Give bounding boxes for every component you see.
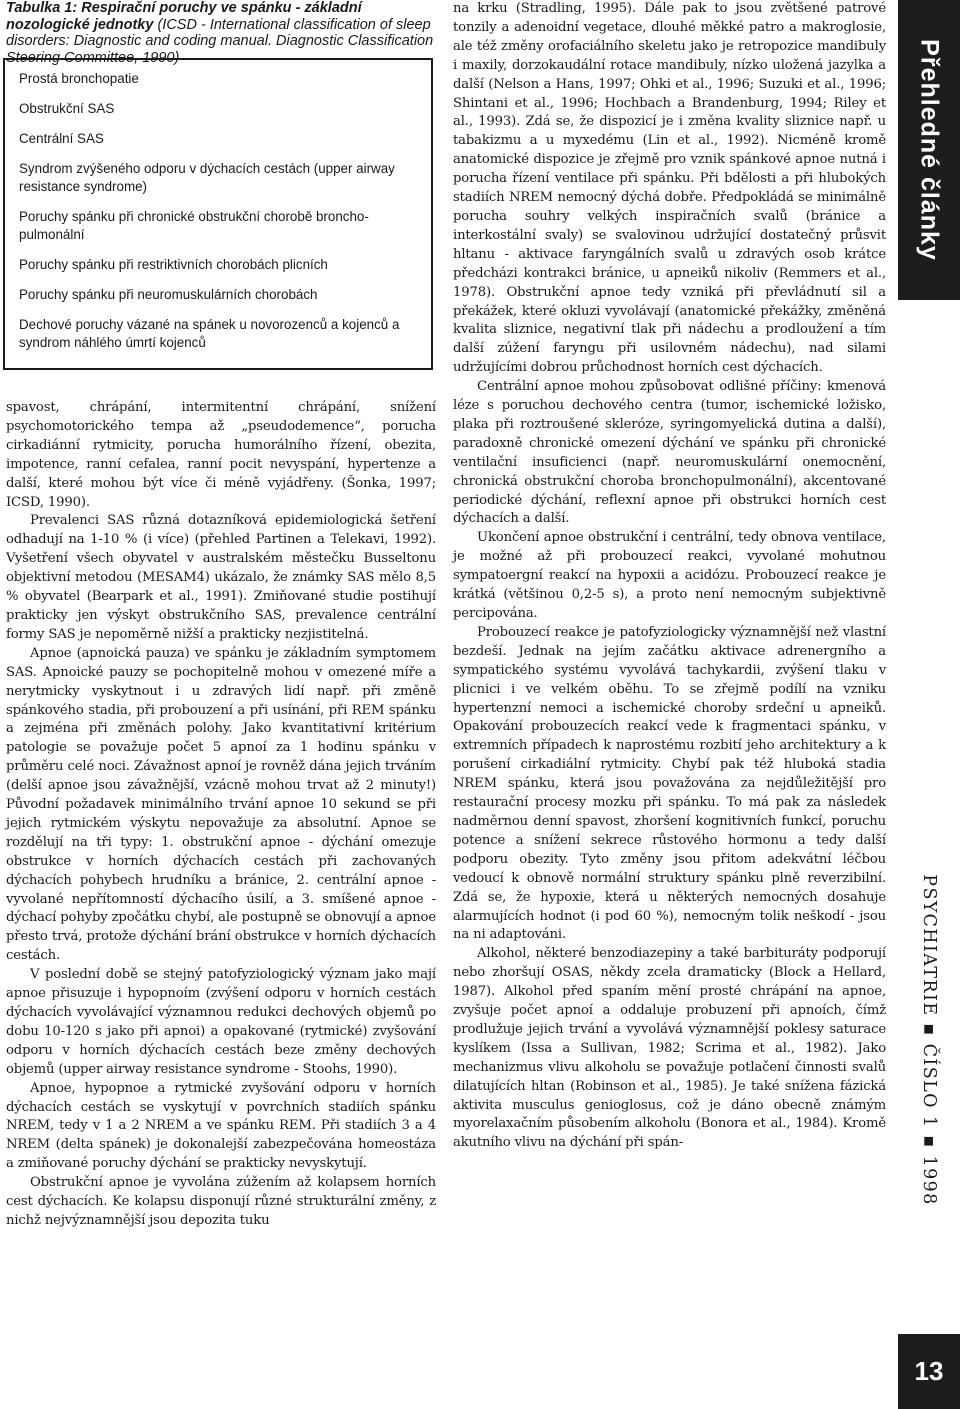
paragraph: Apnoe, hypopnoe a rytmické zvyšování odporu v horních dýchacích cestách se vyskytují v povrchních stadiích spánku NREM, tedy v 1 a 2 NREM a ve spánku REM. Při stadiích 3 a 4 NREM (delta spánek) je dokonalejší zabezpečována homeostáza a zmiňované poruchy dýchání se prakticky nevyskytují.	[6, 1080, 436, 1172]
table-row: Dechové poruchy vázané na spánek u novorozenců a kojenců a syndrom náhlého úmrtí kojenců	[19, 317, 400, 350]
table-caption	[6, 0, 442, 66]
table-row: Poruchy spánku při neuromuskulárních chorobách	[19, 287, 318, 302]
table-caption-label: Tabulka 1:	[6, 0, 78, 16]
paragraph: Apnoe (apnoická pauza) ve spánku je základním symptomem SAS. Apnoické pauzy se pochopitelně mohou v omezené míře a nerytmicky vyskytnout i u zdravých lidí např. při změně spánkového stadia, při probouzení a při usínání, při REM spánku a zejména při změnách polohy. Jako kvantitativní kritérium patologie se považuje počet 5 apnoí za 1 hodinu spánku v průměru celé noci. Závažnost apnoí je rovněž dána jejich trváním (delší apnoe jsou závažnější, vzácně mohou trvat až 2 minuty!) Původní požadavek minimálního trvání apnoe 10 sekund se při jejich rytmickém výskytu nepovažuje za absolutní. Apnoe se rozdělují na tři typy: 1. obstrukční apnoe - dýchání omezuje obstrukce v horních dýchacích cestách při zachovaných dýchacích pohybech hrudníku a bránice, 2. centrální apnoe - vyvolané nepřítomností dýchacího úsilí, a 3. smíšené apnoe - dýchací pohyby zpočátku chybí, ale postupně se obnovují a apnoe přesto trvá, protože dýchání brání obstrukce v horních dýchacích cestách.	[6, 645, 436, 964]
paragraph: spavost, chrápání, intermitentní chrápání, snížení psychomotorického tempa až „pseudodemence“, porucha cirkadiánní rytmicity, porucha humorálního řízení, obezita, impotence, ranní cefalea, ranní pocit nevyspání, hypertenze a další, které mohou být více či méně vyjádřeny. (Šonka, 1997; ICSD, 1990).	[6, 400, 436, 510]
table-row: Poruchy spánku při restriktivních chorobách plicních	[19, 257, 328, 272]
table-caption-title: Respirační poruchy ve spánku - základní nozologické jednotky	[6, 0, 362, 33]
section-tab	[898, 0, 960, 300]
page-number: 13	[898, 1334, 960, 1409]
paragraph: Probouzecí reakce je patofyziologicky významnější než vlastní bezdeší. Jednak na jejím začátku aktivace adrenergního a sympatického systému vyvolává tachykardii, zvýšení tlaku v plicnici i ve velkém oběhu. To se zřejmě podílí na vzniku hypertenzní nemoci a ischemické choroby srdeční u apneiků. Opakování probouzecích reakcí vede k fragmentaci spánku, v extremních případech k naprostému rozbití jeho architektury a k porušení cirkadiální rytmicity. Chybí pak též hluboká stadia NREM spánku, která jsou považována za nejdůležitější pro restaurační procesy mozku při spánku. To má pak za následek nadměrnou denní spavost, zhoršení kognitivních funkcí, poruchu potence a snížení sekrece růstového hormonu a tedy další podporu obezity. Tyto změny jsou přitom adekvátní léčbou vedoucí k obnově normální struktury spánku plně reverzibilní. Zdá se, že hypoxie, která u některých nemocných dosahuje alarmujících hodnot (i pod 60 %), nemocným tolik neškodí - jsou na ni adaptováni.	[453, 624, 886, 943]
table-row: Poruchy spánku při chronické obstrukční chorobě broncho-pulmonální	[19, 209, 369, 242]
section-title: Přehledné články	[915, 39, 944, 261]
table-caption-source: (ICSD - International classification of sleep disorders: Diagnostic and coding manual. Diagnostic Classification Steering Committee, 1990)	[6, 16, 434, 66]
sidebar	[898, 0, 960, 1409]
paragraph: Obstrukční apnoe je vyvolána zúžením až kolapsem horních cest dýchacích. Ke kolapsu disponují různé strukturální změny, z nichž nejvýznamnější jsou depozita tuku	[6, 1175, 436, 1228]
body-column-right	[453, 0, 886, 1153]
paragraph: V poslední době se stejný patofyziologický význam jako mají apnoe přisuzuje i hypopnoím (zvýšení odporu v horních cestách dýchacích vyvolávající významnou redukci dechových objemů po dobu 10-120 s jako při apnoi) a opakované (rytmické) zvyšování odporu v horních dýchacích cestách beze změny dechových objemů (upper airway resistance syndrome - Stoohs, 1990).	[6, 967, 436, 1077]
table-row: Syndrom zvýšeného odporu v dýchacích cestách (upper airway resistance syndrome)	[19, 161, 395, 194]
paragraph: na krku (Stradling, 1995). Dále pak to jsou zvětšené patrové tonzily a adenoidní vegetace, dlouhé měkké patro a makroglosie, ale též změny orofaciálního skeletu jako je retropozice mandibuly i maxily, dorzokaudální rotace mandibuly, nízko uložená jazylka a další (Nelson a Hans, 1997; Ohki et al., 1996; Suzuki et al., 1996; Shintani et al., 1996; Hochbach a Brandenburg, 1994; Riley et al., 1993). Zdá se, že dispozicí je i změna kvality sliznice např. u tabakizmu a u myxedému (Lin et al., 1992). Nicméně kromě anatomické dispozice je zřejmě pro vznik spánkové apnoe nutná i porucha řízení ventilace při spánku. Při bdělosti a při hlubokých stadiích NREM nemocný dýchá dobře. Předpokládá se minimálně porucha souhry velkých inspiračních svalů (bránice a interkostální svaly) se svalovinou udržující dostatečný průsvit hltanu - aktivace faryngálních svalů u zdravých osob krátce předcházi kontrakci bránice, u apneiků nikoliv (Remmers et al., 1978). Obstrukční apnoe tedy vzniká při převládnutí sil a překážek, které okluzi vyvolávají (anatomické překážky, změněná kvalita sliznice, negativní tlak při nádechu a prodloužení a tím další zúžení faryngu při usilovném nádechu), nad silami udržujícími dobrou průchodnost horních cest dýchacích.	[453, 1, 886, 376]
paragraph: Alkohol, některé benzodiazepiny a také barbituráty podporují nebo zhoršují OSAS, někdy zcela dramaticky (Block a Hellard, 1987). Alkohol před spaním mění prosté chrápání na apnoe, zvyšuje počet apnoí a oddaluje probuzení při apnoích, čímž prodlužuje jejich trvání a vyvolává významnější poklesy saturace kyslíkem (Issa a Sullivan, 1982; Scrima et al., 1982). Jako mechanizmus vlivu alkoholu se považuje potlačení činnosti svalů dilatujících hltan (Robinson et al., 1985). Je také snížena fázická aktivita musculus genioglosus, což je dáno obecně známým myorelaxačním působením alkoholu (Bonora et al., 1984). Kromě akutního vlivu na dýchání při spán-	[453, 946, 886, 1151]
body-column-left	[6, 399, 436, 1231]
table-row: Obstrukční SAS	[19, 101, 115, 116]
table-1	[3, 58, 433, 370]
paragraph: Prevalenci SAS různá dotazníková epidemiologická šetření odhadují na 1-10 % (i více) (přehled Partinen a Telekavi, 1992). Vyšetření všech obyvatel v australském městečku Busseltonu objektivní metodou (MESAM4) ukázalo, že známky SAS mělo 8,5 % obyvatel (Bearpark et al., 1991). Zmiňované studie postihují prakticky jen výskyt obstrukčního SAS, prevalence centrální formy SAS je nepoměrně nižší a prakticky nezjistitelná.	[6, 513, 436, 642]
paragraph: Ukončení apnoe obstrukční i centrální, tedy obnova ventilace, je možné až při probouzecí reakci, vyvolané mohutnou sympatoergní reakcí na hypoxii a acidózu. Probouzecí reakce je krátká (většinou 0,2-5 s), a proto není nemocným subjektivně percipována.	[453, 530, 886, 621]
table-row: Prostá bronchopatie	[19, 71, 139, 86]
table-row: Centrální SAS	[19, 131, 104, 146]
journal-issue-label: PSYCHIATRIE ▪ ČÍSLO 1 ▪ 1998	[919, 874, 939, 1206]
paragraph: Centrální apnoe mohou způsobovat odlišné příčiny: kmenová léze s poruchou dechového centra (tumor, ischemické ložisko, plaka při roztroušené skleróze, syringomyelická dutina a další), paradoxně chronické omezení dýchání ve spánku při chronické ventilační insuficienci (např. neuromuskulární onemocnění, chronická obstrukční choroba bronchopulmonální), akcentované periodické dýchání, reflexní apnoe při obstrukci horních cest dýchacích a další.	[453, 379, 886, 527]
